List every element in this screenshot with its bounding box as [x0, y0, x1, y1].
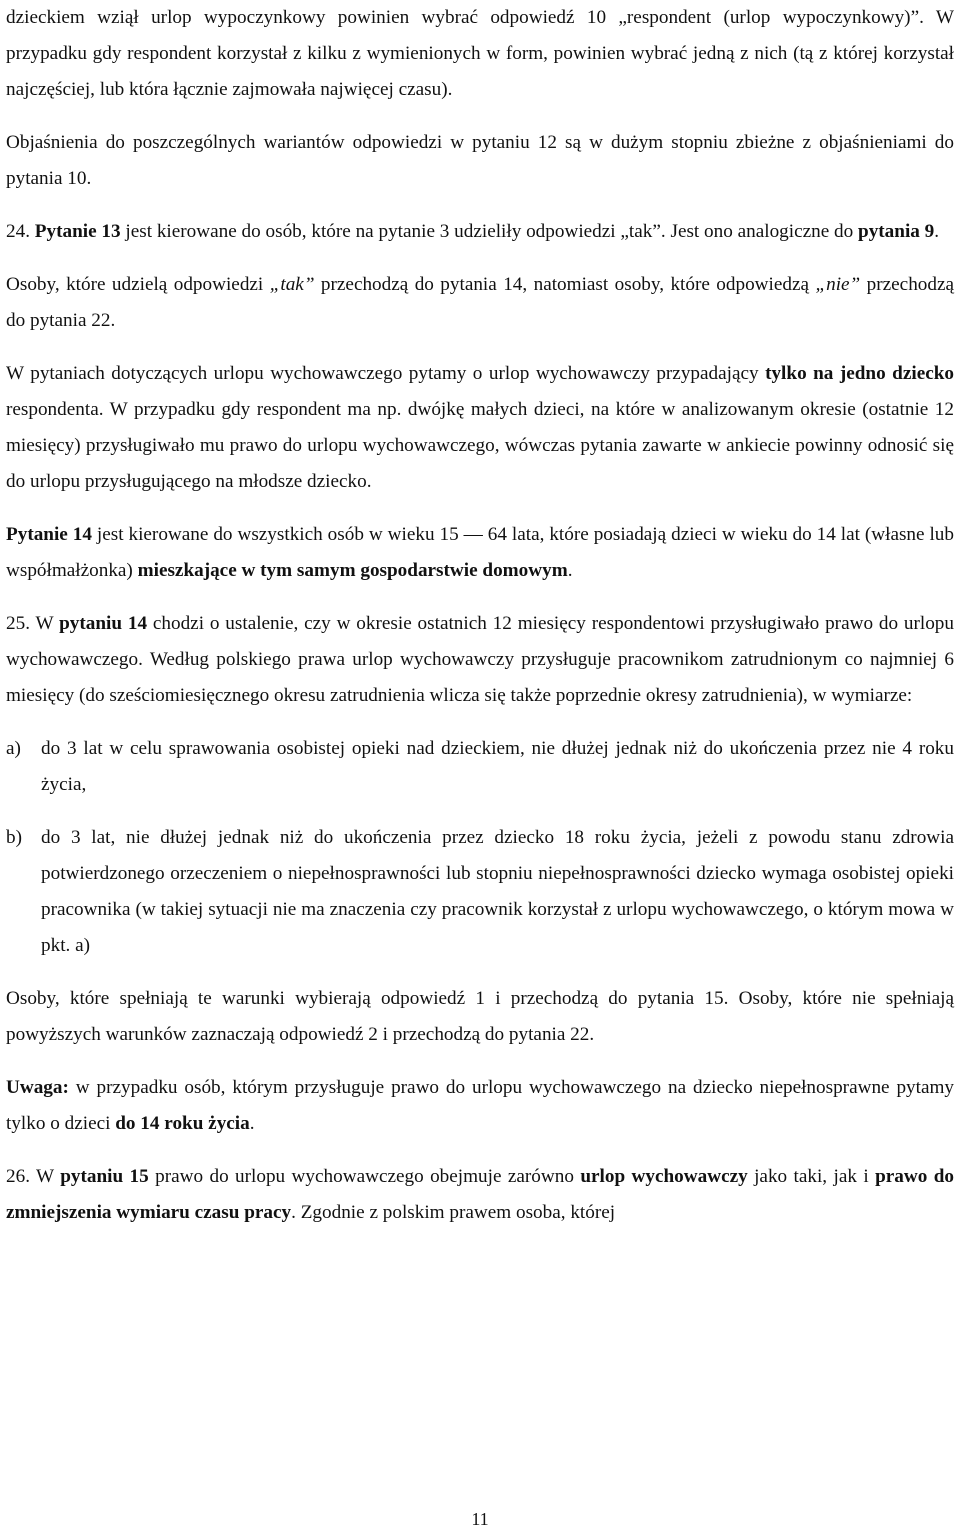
paragraph-p4 — [6, 267, 954, 339]
paragraph-p7 — [6, 606, 954, 714]
list-item-text: do 3 lat w celu sprawowania osobistej opieki nad dzieckiem, nie dłużej jednak niż do ukończenia przez nie 4 roku życia, — [41, 738, 954, 795]
paragraph-p5 — [6, 356, 954, 500]
paragraph-p9 — [6, 1070, 954, 1142]
text-run: w przypadku osób, którym przysługuje prawo do urlopu wychowawczego na dziecko niepełnosprawne pytamy tylko o dzieci — [6, 1077, 954, 1134]
bold-text: pytaniu 15 — [60, 1166, 149, 1187]
entitlement-list — [6, 731, 954, 964]
text-run: przechodzą do pytania 22. — [6, 274, 955, 331]
text-run: Osoby, które spełniają te warunki wybierają odpowiedź 1 i przechodzą do pytania 15. Osoby, które nie spełniają powyższych warunków zaznaczają odpowiedź 2 i przechodzą do pytania 22. — [6, 988, 954, 1045]
bold-text: mieszkające w tym samym gospodarstwie domowym — [137, 560, 568, 581]
paragraph-p3 — [6, 214, 954, 250]
bold-text: prawo do zmniejszenia wymiaru czasu pracy — [6, 1166, 954, 1223]
list-marker: a) — [6, 738, 21, 759]
text-run: jest kierowane do wszystkich osób w wieku 15 — 64 lata, które posiadają dzieci w wieku do 14 lat (własne lub współmałżonka) — [6, 524, 954, 581]
text-run: przechodzą do pytania 14, natomiast osoby, które odpowiedzą — [314, 274, 816, 295]
bold-text: Pytanie 13 — [34, 221, 121, 242]
text-run: prawo do urlopu wychowawczego obejmuje zarówno — [148, 1166, 581, 1187]
list-item-li-b — [6, 820, 954, 964]
paragraph-p1 — [6, 0, 954, 108]
text-run: 24. — [6, 221, 35, 242]
paragraph-group-after-list — [6, 981, 954, 1231]
paragraph-p8 — [6, 981, 954, 1053]
list-item-li-a — [6, 731, 954, 803]
bold-text: pytaniu 14 — [59, 613, 148, 634]
text-run: chodzi o ustalenie, czy w okresie ostatnich 12 miesięcy respondentowi przysługiwało prawo do urlopu wychowawczego. Według polskiego prawa urlop wychowawczy przysługuje pracownikom zatrudnionym co najmniej 6 miesięcy (do sześciomiesięcznego okresu zatrudnienia wlicza się także poprzednie okresy zatrudnienia), w wymiarze: — [6, 613, 954, 706]
text-run: 25. W — [6, 613, 60, 634]
bold-text: tylko na jedno dziecko — [765, 363, 954, 384]
paragraph-p10 — [6, 1159, 954, 1231]
paragraph-p2 — [6, 125, 954, 197]
italic-text: „tak” — [269, 274, 315, 295]
text-run: . — [249, 1113, 255, 1134]
paragraph-group-before-list — [6, 0, 954, 714]
bold-text: do 14 roku życia — [115, 1113, 250, 1134]
italic-text: „nie” — [815, 274, 861, 295]
text-run: dzieckiem wziął urlop wypoczynkowy powinien wybrać odpowiedź 10 „respondent (urlop wypoczynkowy)”. W przypadku gdy respondent korzystał z kilku z wymienionych w form, powinien wybrać jedną z nich (tą z której korzystał najczęściej, lub która łącznie zajmowała najwięcej czasu). — [6, 7, 954, 100]
text-run: . — [567, 560, 573, 581]
document-body — [6, 0, 954, 1248]
paragraph-p6 — [6, 517, 954, 589]
text-run: respondenta. W przypadku gdy respondent ma np. dwójkę małych dzieci, na które w analizowanym okresie (ostatnie 12 miesięcy) przysługiwało mu prawo do urlopu wychowawczego, wówczas pytania zawarte w ankiecie powinny odnosić się do urlopu przysługującego na młodsze dziecko. — [6, 399, 954, 492]
list-item-text: do 3 lat, nie dłużej jednak niż do ukończenia przez dziecko 18 roku życia, jeżeli z powodu stanu zdrowia potwierdzonego orzeczeniem o niepełnosprawności lub stopniu niepełnosprawności dziecko wymaga osobistej opieki pracownika (w takiej sytuacji nie ma znaczenia czy pracownik korzystał z urlopu wychowawczego, o którym mowa w pkt. a) — [41, 827, 954, 956]
text-run: W pytaniach dotyczących urlopu wychowawczego pytamy o urlop wychowawczy przypadający — [6, 363, 766, 384]
bold-text: Pytanie 14 — [6, 524, 92, 545]
page-number: 11 — [471, 1509, 489, 1529]
bold-text: pytania 9 — [858, 221, 935, 242]
text-run: Osoby, które udzielą odpowiedzi — [6, 274, 270, 295]
text-run: 26. W — [6, 1166, 61, 1187]
text-run: Objaśnienia do poszczególnych wariantów odpowiedzi w pytaniu 12 są w dużym stopniu zbieżne z objaśnieniami do pytania 10. — [6, 132, 954, 189]
text-run: jest kierowane do osób, które na pytanie 3 udzieliły odpowiedzi „tak”. Jest ono analogiczne do — [120, 221, 859, 242]
text-run: . — [934, 221, 940, 242]
bold-text: urlop wychowawczy — [580, 1166, 748, 1187]
text-run: . Zgodnie z polskim prawem osoba, której — [291, 1202, 616, 1223]
text-run: jako taki, jak i — [747, 1166, 876, 1187]
bold-text: Uwaga: — [6, 1077, 69, 1098]
list-marker: b) — [6, 827, 22, 848]
